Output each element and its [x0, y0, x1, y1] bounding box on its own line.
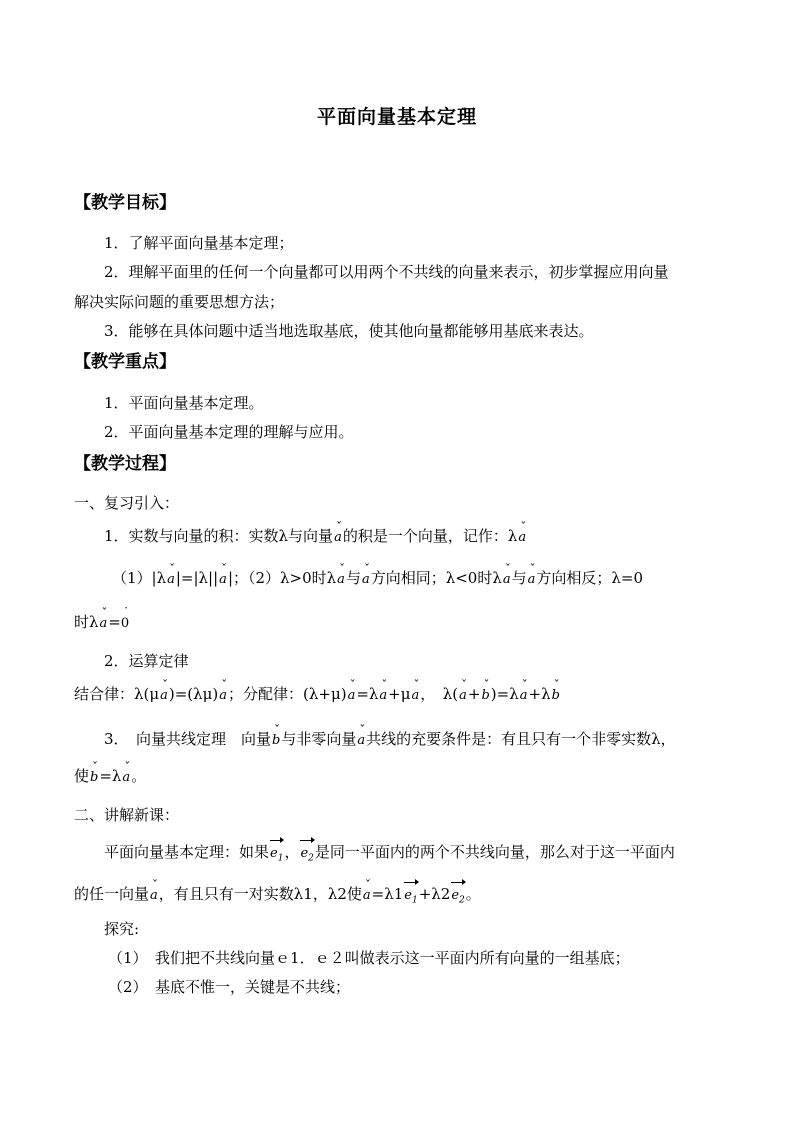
- explore-label: 探究:: [104, 920, 140, 938]
- text-segment: 1．实数与向量的积：实数λ与向量: [104, 527, 334, 545]
- vector-a: ˇ a: [361, 570, 371, 590]
- vector-a: ˇ a: [336, 570, 346, 590]
- text-segment: =λ: [99, 767, 122, 785]
- vector-a: ˇ a: [527, 570, 537, 590]
- objective-item: 2．理解平面里的任何一个向量都可以用两个不共线的向量来表示，初步掌握应用向量: [104, 263, 669, 281]
- vector-symbol: e: [270, 846, 278, 861]
- vector-e2: [450, 886, 465, 911]
- text-segment: ， λ(: [420, 685, 459, 703]
- process-heading: 【教学过程】: [74, 454, 176, 474]
- text-segment: 与: [345, 569, 361, 587]
- vector-a: ˇ a: [218, 570, 228, 590]
- text-segment: =λ1: [371, 885, 404, 903]
- subscript: 2: [308, 853, 314, 864]
- vector-b: ˇ b: [89, 768, 99, 788]
- text-segment: ，有且只有一对实数λ1，λ2使: [158, 885, 362, 903]
- text-segment: 结合律：λ(μ: [74, 685, 160, 703]
- text-segment: 时λ: [74, 613, 99, 631]
- vector-a: ˇ a: [159, 686, 169, 706]
- page-title: 平面向量基本定理: [316, 106, 477, 128]
- vector-a: ˇ a: [121, 768, 131, 788]
- review-heading: 一、复习引入：: [74, 494, 180, 512]
- text-segment: 与非零向量: [281, 730, 357, 748]
- text-segment: ；分配律：(λ+μ): [228, 685, 347, 703]
- vector-a: ˇ a: [517, 528, 527, 548]
- text-segment: 与: [511, 569, 527, 587]
- vector-a: ˇ a: [99, 614, 109, 634]
- new-lesson-heading: 二、讲解新课：: [74, 806, 180, 824]
- text-segment: +μ: [388, 685, 411, 703]
- text-segment: ，: [284, 843, 300, 861]
- key-points-heading: 【教学重点】: [74, 352, 176, 372]
- vector-a: ˇ a: [458, 686, 468, 706]
- vector-a: ˇ a: [378, 686, 388, 706]
- key-point-item: 1．平面向量基本定理。: [104, 394, 264, 412]
- text-segment: +λ2: [418, 885, 451, 903]
- text-segment: 方向相同；λ<0时λ: [370, 569, 502, 587]
- explore-item: （1） 我们把不共线向量ｅ1．ｅ２叫做表示这一平面内所有向量的一组基底；: [108, 949, 630, 967]
- explore-item: （2） 基底不惟一，关键是不共线；: [108, 978, 351, 996]
- vector-e2: [299, 844, 314, 869]
- vector-e1: [403, 886, 418, 911]
- text-segment: |=|λ||: [175, 569, 219, 587]
- objective-item: 1．了解平面向量基本定理；: [104, 234, 294, 252]
- key-point-item: 2．平面向量基本定理的理解与应用。: [104, 423, 354, 441]
- vector-a: ˇ a: [333, 528, 343, 548]
- zero-vector: ˙ 0: [121, 614, 129, 634]
- vector-a: ˇ a: [411, 686, 421, 706]
- text-segment: 共线的充要条件是：有且只有一个非零实数λ，: [366, 730, 676, 748]
- subscript: 1: [277, 853, 284, 864]
- text-segment: )=(λμ): [168, 685, 219, 703]
- vector-symbol: e: [451, 888, 460, 903]
- objectives-heading: 【教学目标】: [74, 193, 176, 213]
- review-item-2-laws: [74, 684, 561, 706]
- subscript: 2: [459, 895, 465, 906]
- text-segment: +λ: [528, 685, 551, 703]
- text-segment: +: [467, 685, 481, 703]
- vector-a: ˇ a: [218, 686, 228, 706]
- text-segment: （1）|λ: [112, 569, 167, 587]
- vector-e1: [269, 844, 284, 869]
- theorem-statement-tail: [74, 884, 481, 911]
- text-segment: )=λ: [490, 685, 519, 703]
- vector-a: ˇ a: [362, 886, 372, 906]
- objective-item: 解决实际问题的重要思想方法；: [74, 293, 285, 311]
- vector-a: ˇ a: [166, 570, 176, 590]
- vector-b: ˇ b: [480, 686, 490, 706]
- review-item-1-detail: [112, 568, 643, 590]
- review-item-1: [104, 526, 527, 548]
- vector-b: ˇ b: [271, 731, 281, 751]
- vector-a: ˇ a: [149, 886, 159, 906]
- vector-symbol: e: [404, 888, 412, 903]
- vector-a: ˇ a: [502, 570, 512, 590]
- vector-a: ˇ a: [347, 686, 357, 706]
- theorem-statement: [104, 842, 675, 869]
- text-segment: 。: [131, 767, 147, 785]
- review-item-3: [104, 729, 676, 751]
- text-segment: =λ: [356, 685, 379, 703]
- subscript: 1: [411, 895, 418, 906]
- text-segment: 的任一向量: [74, 885, 150, 903]
- review-item-3-tail: [74, 766, 146, 788]
- text-segment: 3． 向量共线定理 向量: [104, 730, 272, 748]
- vector-a: ˇ a: [519, 686, 529, 706]
- text-segment: 的积是一个向量，记作：λ: [342, 527, 518, 545]
- text-segment: 平面向量基本定理：如果: [104, 843, 270, 861]
- vector-a: ˇ a: [356, 731, 366, 751]
- text-segment: 是同一平面内的两个不共线向量，那么对于这一平面内: [314, 843, 675, 861]
- objective-item: 3．能够在具体问题中适当地选取基底，使其他向量都能够用基底来表达。: [104, 322, 594, 340]
- review-item-2-heading: 2．运算定律: [104, 652, 189, 670]
- text-segment: =: [108, 613, 121, 631]
- text-segment: |；（2）λ>0时λ: [227, 569, 337, 587]
- text-segment: 。: [465, 885, 481, 903]
- text-segment: 使: [74, 767, 90, 785]
- vector-symbol: e: [300, 846, 309, 861]
- review-item-1-tail: [74, 612, 129, 634]
- text-segment: 方向相反；λ=0: [536, 569, 644, 587]
- vector-b: ˇ b: [551, 686, 561, 706]
